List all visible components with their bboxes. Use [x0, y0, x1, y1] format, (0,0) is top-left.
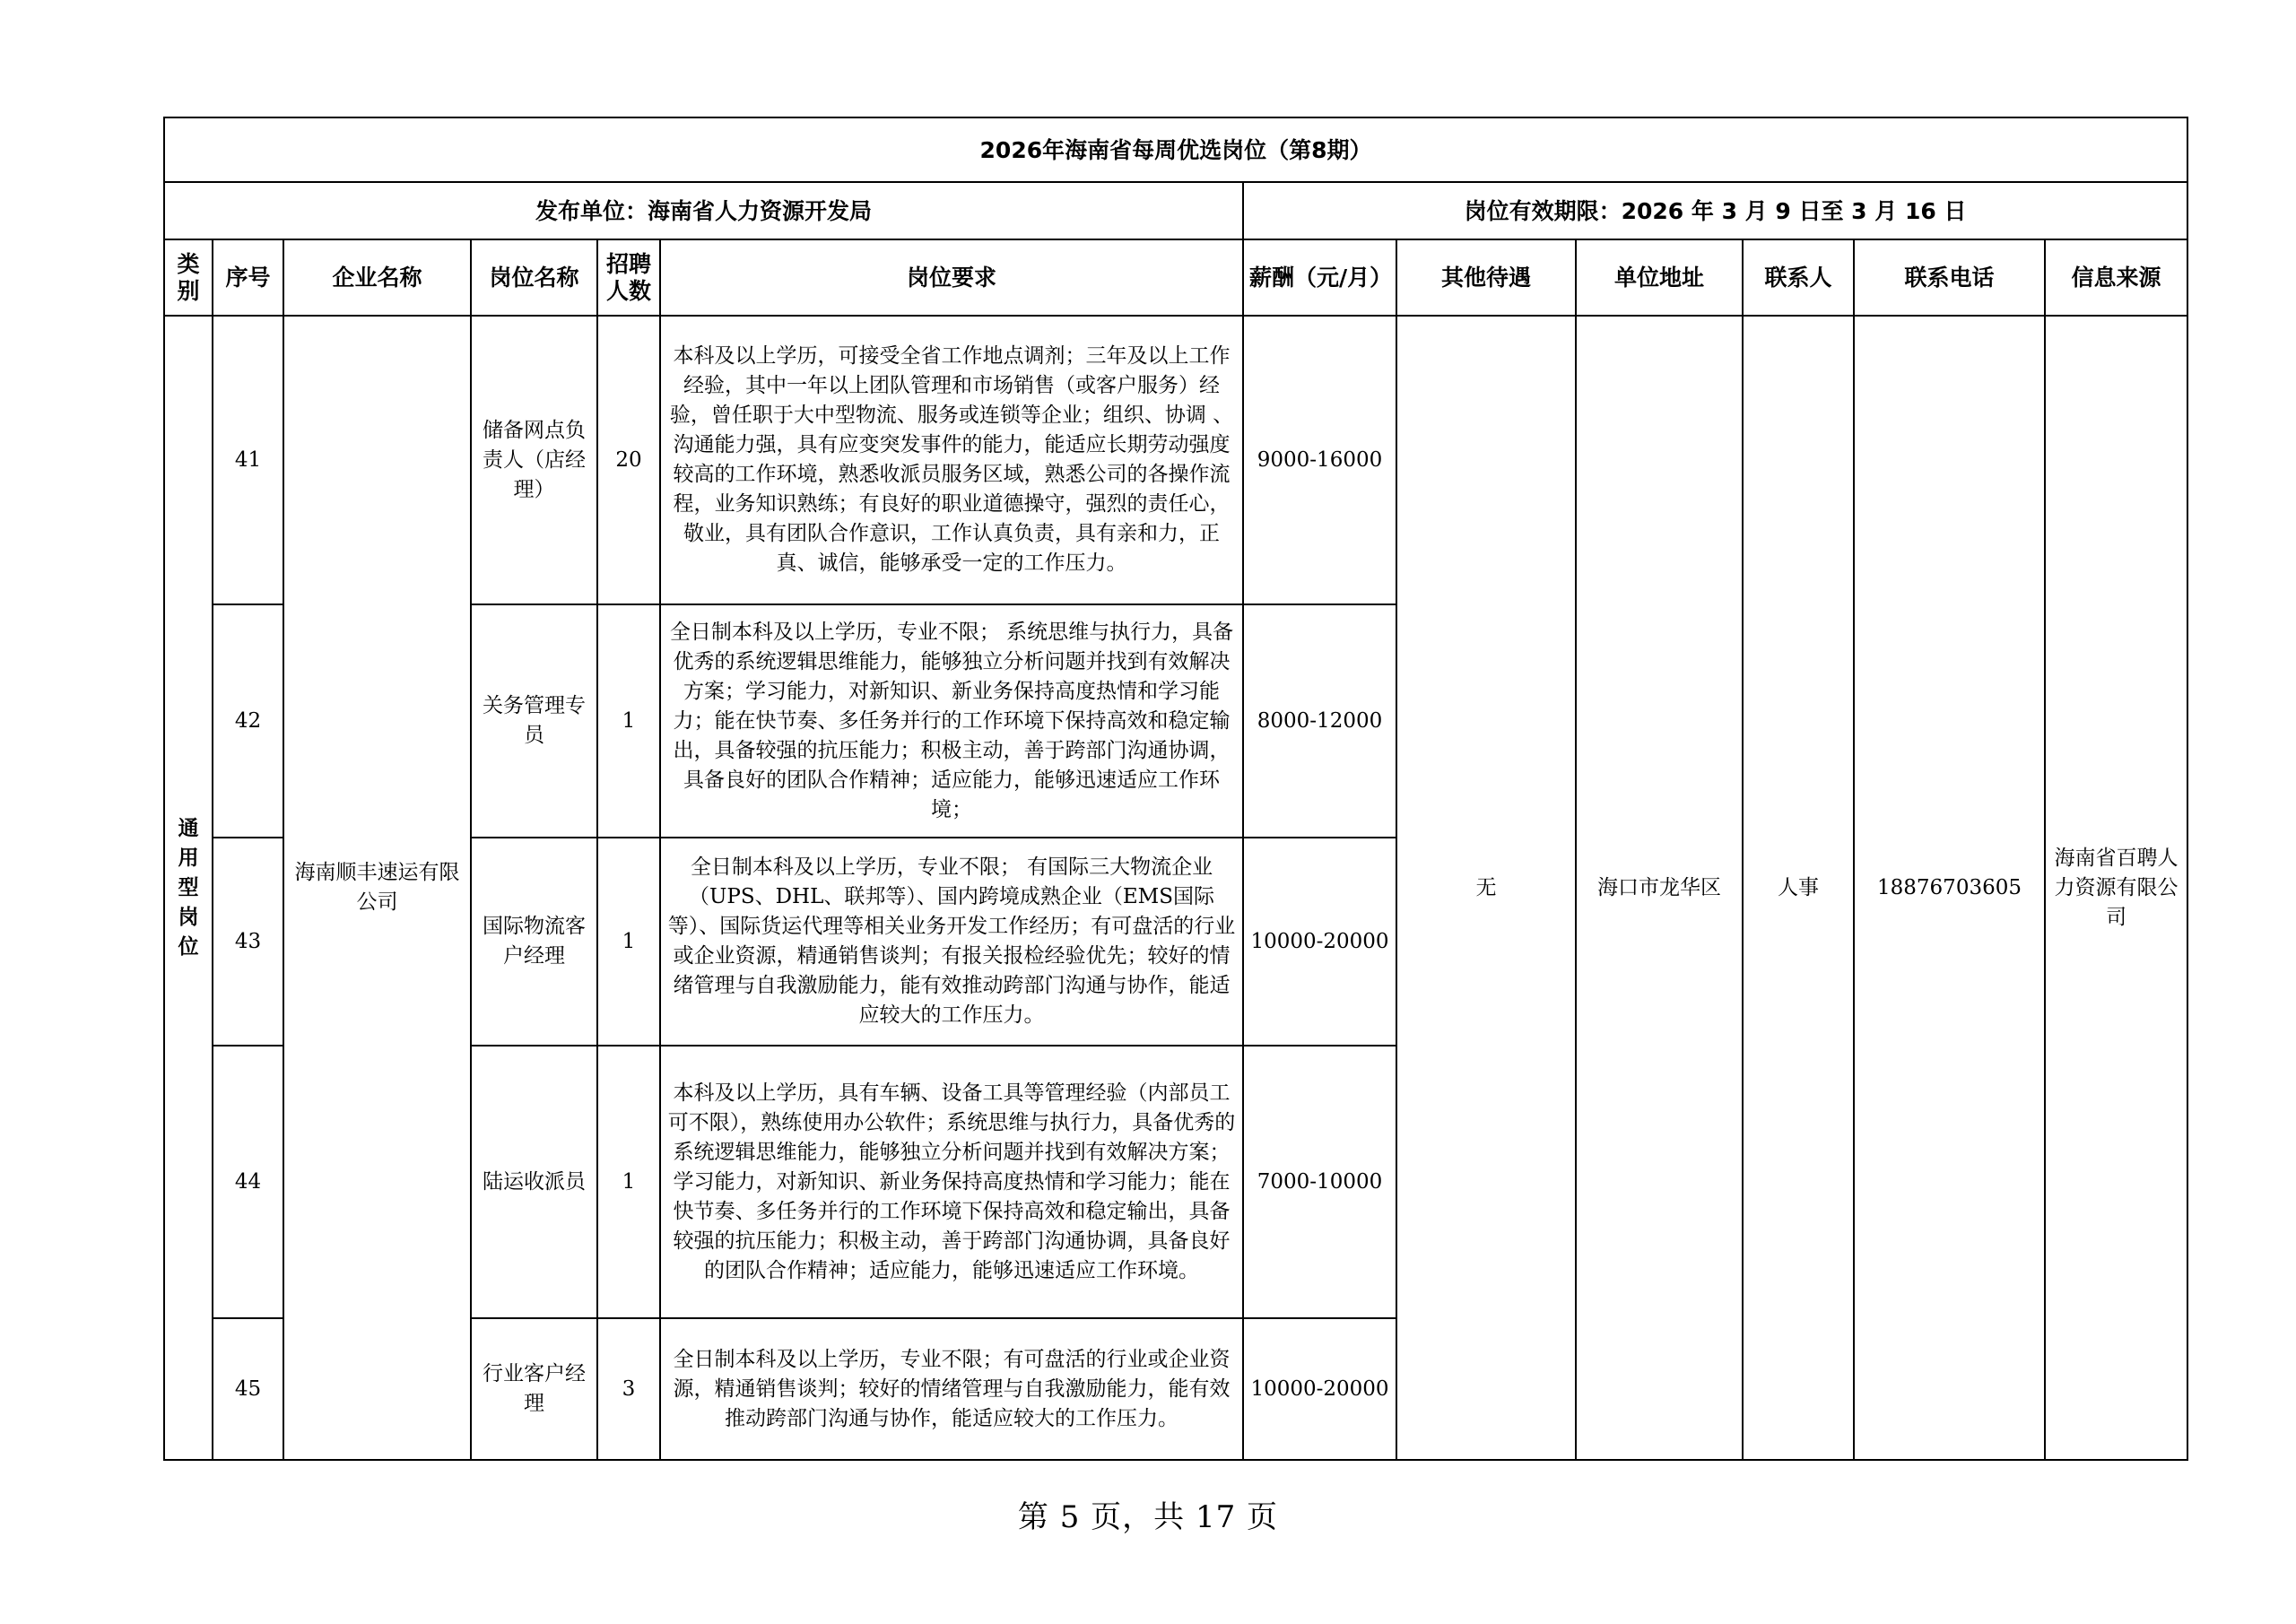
- row-count: 20: [597, 316, 660, 604]
- header-company: 企业名称: [283, 239, 471, 316]
- source-cell: 海南省百聘人力资源有限公司: [2045, 316, 2187, 1460]
- row-position: 储备网点负责人（店经理）: [471, 316, 597, 604]
- row-position: 国际物流客户经理: [471, 838, 597, 1046]
- header-position: 岗位名称: [471, 239, 597, 316]
- header-seq: 序号: [213, 239, 283, 316]
- header-category: 类别: [164, 239, 213, 316]
- address-cell: 海口市龙华区: [1576, 316, 1743, 1460]
- row-count: 1: [597, 1046, 660, 1318]
- table-row: [164, 316, 2187, 604]
- phone-cell: 18876703605: [1854, 316, 2045, 1460]
- row-count: 1: [597, 838, 660, 1046]
- row-salary: 8000-12000: [1243, 604, 1396, 838]
- job-listing-table: [163, 117, 2188, 1461]
- row-seq: 44: [213, 1046, 283, 1318]
- row-requirements: 本科及以上学历，可接受全省工作地点调剂；三年及以上工作经验，其中一年以上团队管理和市场销售（或客户服务）经验，曾任职于大中型物流、服务或连锁等企业；组织、协调 、沟通能力强，具有应变突发事件的能力，能适应长期劳动强度较高的工作环境，熟悉收派员服务区域，熟悉公司的各操作流程，业务知识熟练；有良好的职业道德操守，强烈的责任心，敬业，具有团队合作意识，工作认真负责，具有亲和力，正真、诚信，能够承受一定的工作压力。: [660, 316, 1243, 604]
- row-salary: 10000-20000: [1243, 1318, 1396, 1460]
- contact-cell: 人事: [1743, 316, 1854, 1460]
- row-count: 3: [597, 1318, 660, 1460]
- row-count: 1: [597, 604, 660, 838]
- row-requirements: 全日制本科及以上学历，专业不限； 有国际三大物流企业（UPS、DHL、联邦等）、国内跨境成熟企业（EMS国际等）、国际货运代理等相关业务开发工作经历；有可盘活的行业或企业资源，精通销售谈判；有报关报检经验优先；较好的情绪管理与自我激励能力，能有效推动跨部门沟通与协作，能适应较大的工作压力。: [660, 838, 1243, 1046]
- header-salary: 薪酬（元/月）: [1243, 239, 1396, 316]
- row-seq: 45: [213, 1318, 283, 1460]
- table-title: 2026年海南省每周优选岗位（第8期）: [164, 117, 2187, 182]
- header-requirements: 岗位要求: [660, 239, 1243, 316]
- header-benefits: 其他待遇: [1396, 239, 1576, 316]
- header-address: 单位地址: [1576, 239, 1743, 316]
- header-phone: 联系电话: [1854, 239, 2045, 316]
- row-salary: 9000-16000: [1243, 316, 1396, 604]
- publisher: 发布单位：海南省人力资源开发局: [164, 182, 1243, 239]
- column-headers: [164, 239, 2187, 316]
- validity-period: 岗位有效期限：2026 年 3 月 9 日至 3 月 16 日: [1243, 182, 2187, 239]
- row-seq: 41: [213, 316, 283, 604]
- header-count: 招聘人数: [597, 239, 660, 316]
- category-cell: 通用型岗位: [164, 316, 213, 1460]
- row-position: 行业客户经理: [471, 1318, 597, 1460]
- header-source: 信息来源: [2045, 239, 2187, 316]
- row-position: 陆运收派员: [471, 1046, 597, 1318]
- row-seq: 43: [213, 838, 283, 1046]
- row-salary: 10000-20000: [1243, 838, 1396, 1046]
- header-contact: 联系人: [1743, 239, 1854, 316]
- row-seq: 42: [213, 604, 283, 838]
- page-number: 第 5 页，共 17 页: [1017, 1499, 1279, 1535]
- company-name: 海南顺丰速运有限公司: [283, 316, 471, 1460]
- row-requirements: 全日制本科及以上学历，专业不限；有可盘活的行业或企业资源，精通销售谈判；较好的情绪管理与自我激励能力，能有效推动跨部门沟通与协作，能适应较大的工作压力。: [660, 1318, 1243, 1460]
- benefits-cell: 无: [1396, 316, 1576, 1460]
- row-requirements: 全日制本科及以上学历，专业不限； 系统思维与执行力，具备优秀的系统逻辑思维能力，能够独立分析问题并找到有效解决方案；学习能力，对新知识、新业务保持高度热情和学习能力；能在快节奏、多任务并行的工作环境下保持高效和稳定输出，具备较强的抗压能力；积极主动，善于跨部门沟通协调，具备良好的团队合作精神；适应能力，能够迅速适应工作环境；: [660, 604, 1243, 838]
- row-salary: 7000-10000: [1243, 1046, 1396, 1318]
- row-position: 关务管理专员: [471, 604, 597, 838]
- row-requirements: 本科及以上学历，具有车辆、设备工具等管理经验（内部员工可不限），熟练使用办公软件；系统思维与执行力，具备优秀的系统逻辑思维能力，能够独立分析问题并找到有效解决方案；学习能力，对新知识、新业务保持高度热情和学习能力；能在快节奏、多任务并行的工作环境下保持高效和稳定输出，具备较强的抗压能力；积极主动，善于跨部门沟通协调，具备良好的团队合作精神；适应能力，能够迅速适应工作环境。: [660, 1046, 1243, 1318]
